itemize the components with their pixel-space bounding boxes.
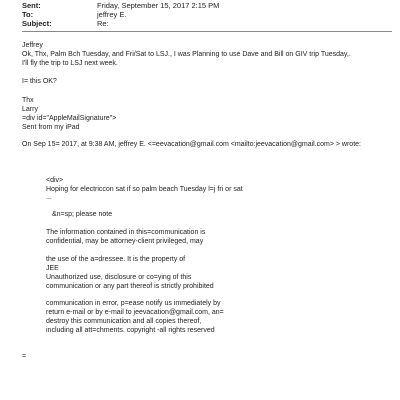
confidential-line-5: Unauthorized use, disclosure or co=ying of this <box>46 274 192 281</box>
error-line-1: communication in error, p=ease notify us immediately by <box>46 300 221 307</box>
sent-from-line: Sent from my iPad <box>22 124 80 131</box>
subject-label: Subject: <box>22 19 52 28</box>
subject-value: Re: <box>97 19 109 28</box>
quoted-hoping-line: Hoping for electriccon sat if so palm beach Tuesday l=j fri or sat <box>46 186 243 193</box>
confidential-line-6: communication or any part thereof is strictly prohibited <box>46 283 214 290</box>
signature-div-tag: =div id="AppleMailSignature"> <box>22 115 117 122</box>
body-line-1: Ok, Thx, Palm Bch Tuesday, and Fri/Sat to LSJ., I was Planning to use Dave and Bill on GIV trip Tuesday,. <box>22 51 351 58</box>
quoted-ellipsis: ... <box>46 194 52 201</box>
thanks-line: Thx <box>22 97 34 104</box>
body-line-2: I'll fly the trip to LSJ next week. <box>22 60 118 67</box>
confidential-line-2: confidential, may be attorney-client privileged, may <box>46 238 204 245</box>
quote-intro: On Sep 15= 2017, at 9:38 AM, jeffrey E. <=eevacation@gmail.com <mailto:jeevacation@gmail.com> > wrote: <box>22 141 361 148</box>
confidential-line-4: JEE <box>46 265 59 272</box>
sent-value: Friday, September 15, 2017 2:15 PM <box>97 1 220 10</box>
confidential-line-1: The information contained in this=communication is <box>46 229 206 236</box>
quoted-div-tag: <div> <box>46 177 64 184</box>
sent-label: Sent: <box>22 1 41 10</box>
question-line: I= this OK? <box>22 78 57 85</box>
header-divider <box>22 31 392 32</box>
signature-name: Larry <box>22 106 38 113</box>
to-value: jeffrey E. <box>97 10 127 19</box>
please-note-line: &n=sp; please note <box>52 211 113 218</box>
error-line-4: including all att=chments. copyright -all rights reserved <box>46 327 215 334</box>
to-label: To: <box>22 10 34 19</box>
confidential-line-3: the use of the a=dressee. It is the property of <box>46 256 186 263</box>
salutation: Jeffrey <box>22 42 43 49</box>
error-line-3: destroy this communication and all copies thereof, <box>46 318 202 325</box>
error-line-2: return e-mail or by e-mail to jeevacation@gmail.com, an= <box>46 309 224 316</box>
trailing-equals: = <box>22 353 27 360</box>
